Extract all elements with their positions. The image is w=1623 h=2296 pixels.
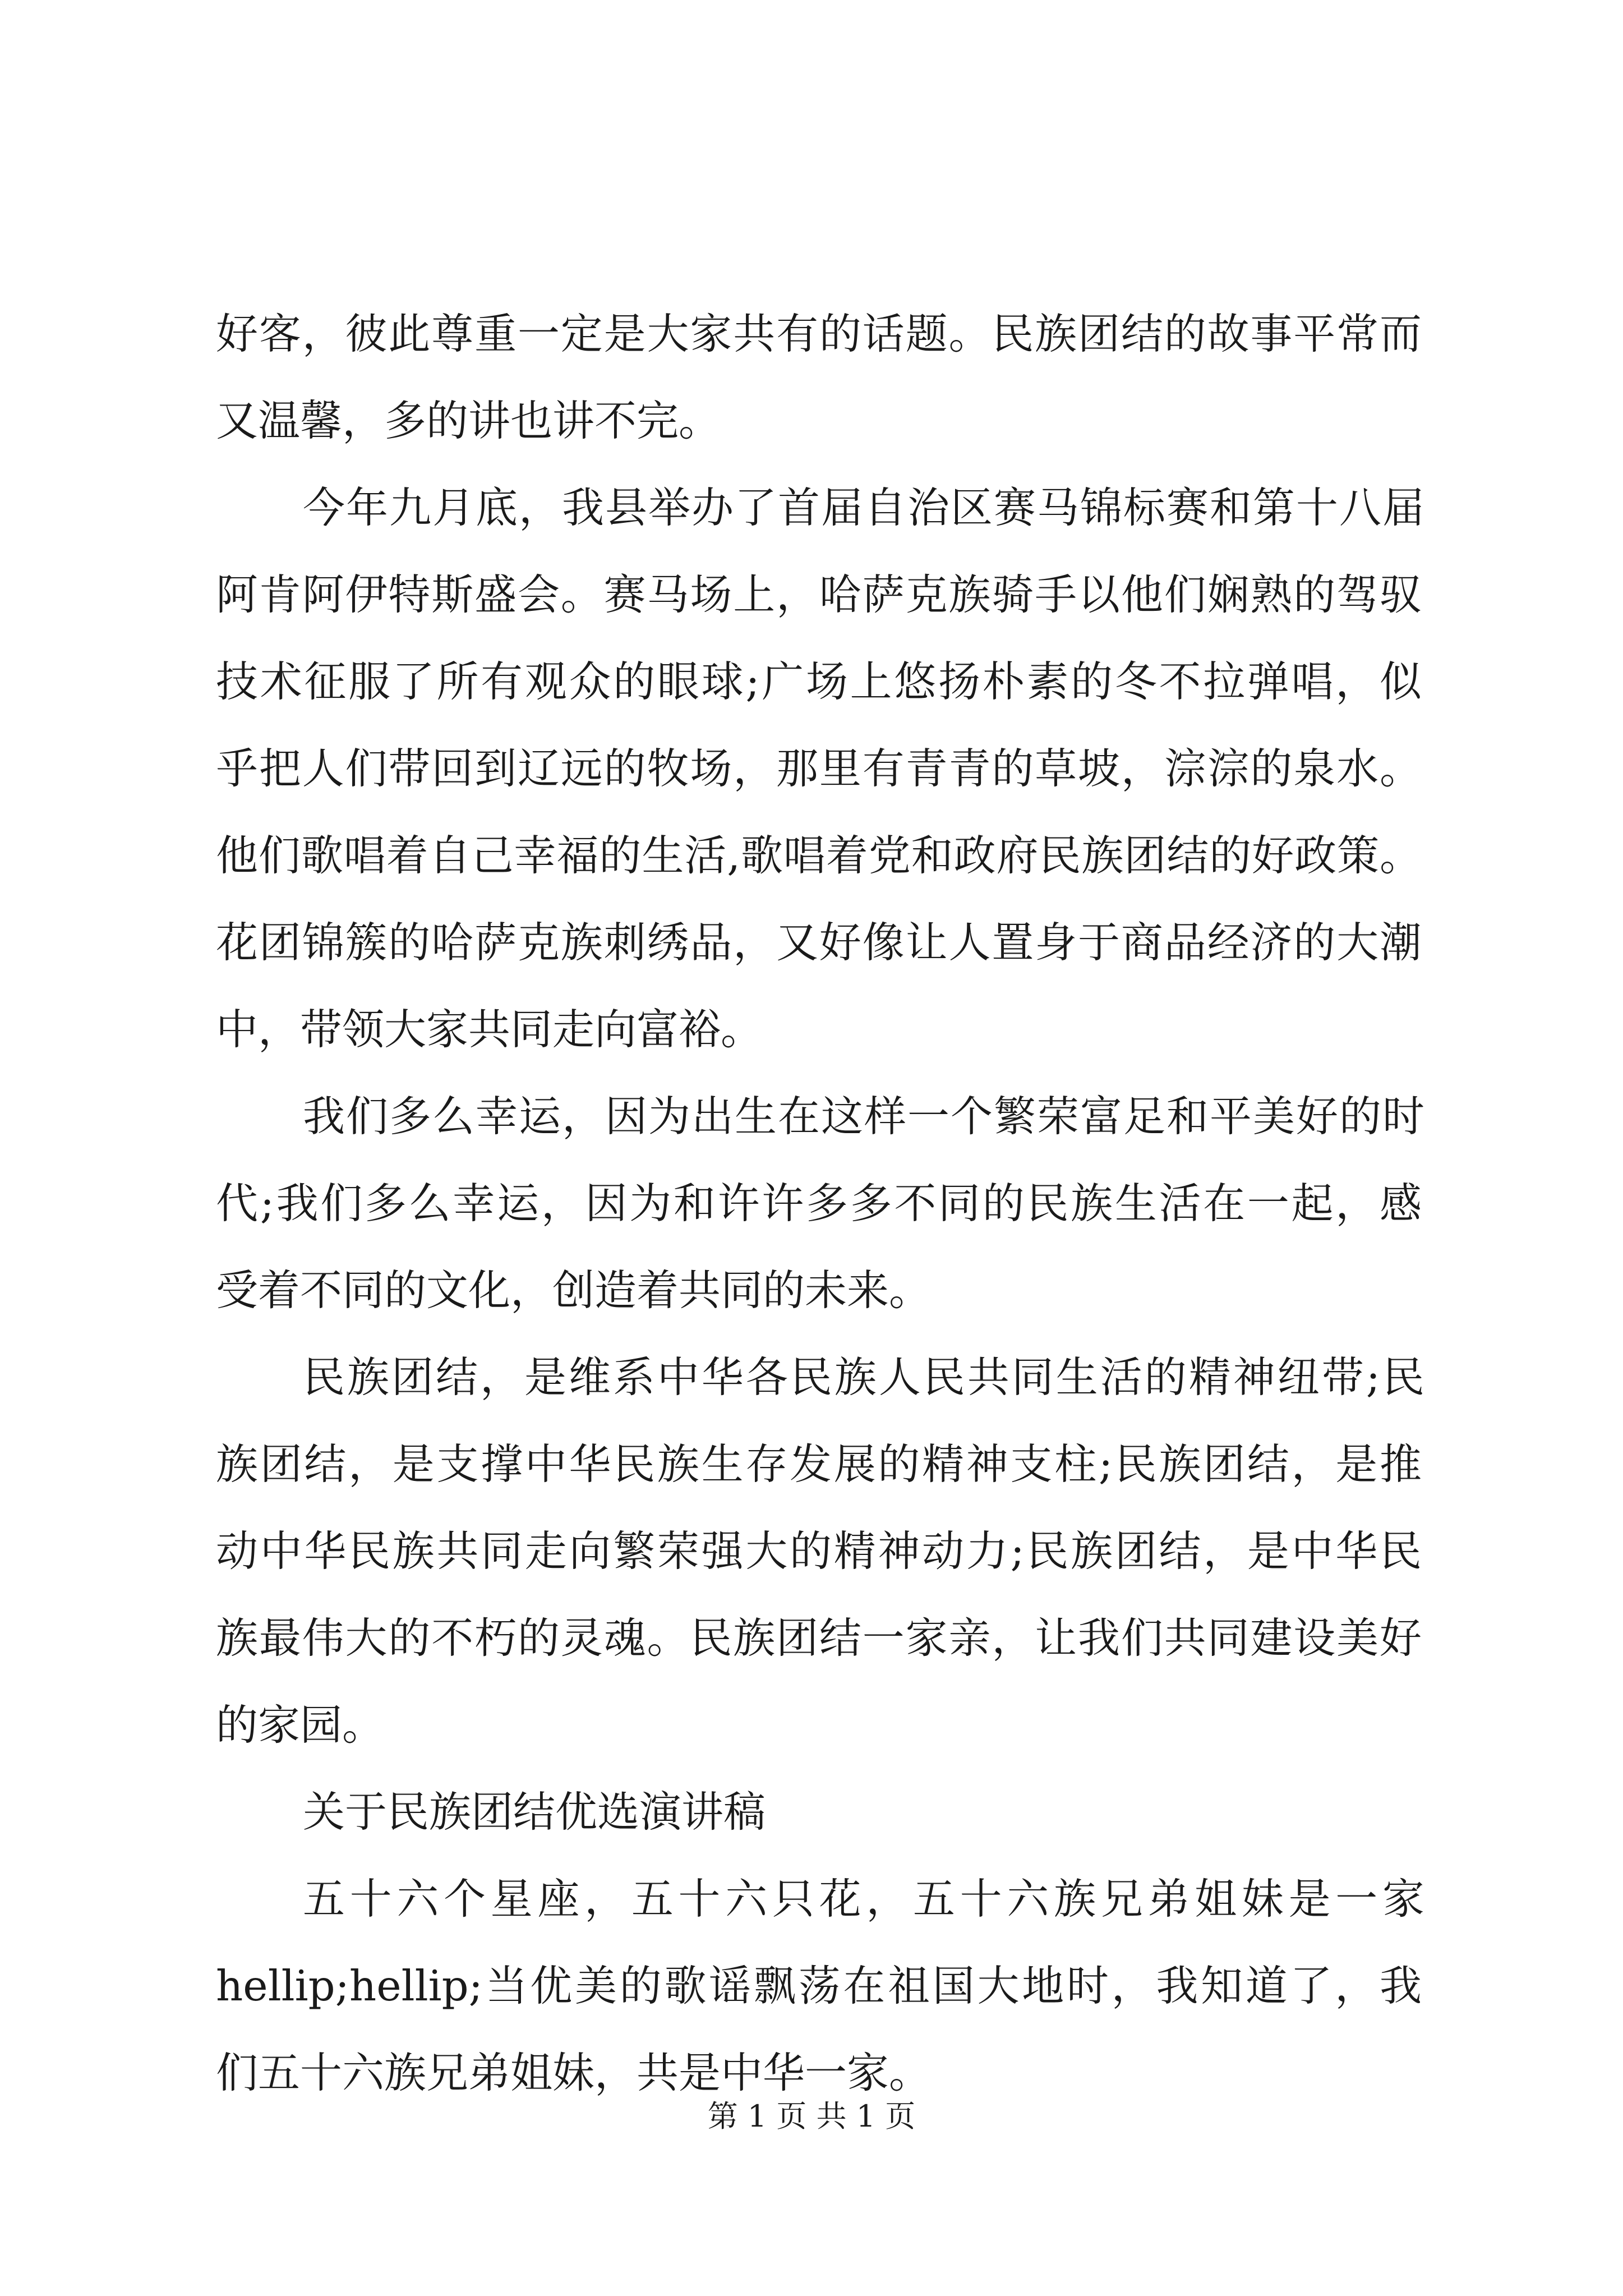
paragraph-line: 民族团结，是维系中华各民族人民共同生活的精神纽带;民 bbox=[303, 1352, 1424, 1402]
paragraph-line: 技术征服了所有观众的眼球;广场上悠扬朴素的冬不拉弹唱，似 bbox=[216, 657, 1422, 706]
paragraph-line: 族最伟大的不朽的灵魂。民族团结一家亲，让我们共同建设美好 bbox=[216, 1613, 1422, 1663]
paragraph-line: 阿肯阿伊特斯盛会。赛马场上，哈萨克族骑手以他们娴熟的驾驭 bbox=[216, 570, 1422, 619]
paragraph-line: 我们多么幸运，因为出生在这样一个繁荣富足和平美好的时 bbox=[303, 1092, 1424, 1141]
page-footer: 第 1 页 共 1 页 bbox=[707, 2099, 916, 2134]
paragraph-line: 他们歌唱着自己幸福的生活,歌唱着党和政府民族团结的好政策。 bbox=[216, 831, 1422, 880]
paragraph-line: 族团结，是支撑中华民族生存发展的精神支柱;民族团结，是推 bbox=[216, 1439, 1422, 1489]
paragraph-line: 又温馨，多的讲也讲不完。 bbox=[216, 396, 721, 445]
paragraph-line: 花团锦簇的哈萨克族刺绣品，又好像让人置身于商品经济的大潮 bbox=[216, 918, 1422, 967]
paragraph-line: 动中华民族共同走向繁荣强大的精神动力;民族团结，是中华民 bbox=[216, 1526, 1422, 1576]
paragraph-line: 五十六个星座，五十六只花，五十六族兄弟姐妹是一家 bbox=[303, 1874, 1424, 1924]
section-heading: 关于民族团结优选演讲稿 bbox=[303, 1787, 766, 1837]
paragraph-line: 的家园。 bbox=[216, 1700, 385, 1750]
paragraph-line: hellip;hellip;当优美的歌谣飘荡在祖国大地时，我知道了，我 bbox=[216, 1961, 1422, 2010]
paragraph-line: 今年九月底，我县举办了首届自治区赛马锦标赛和第十八届 bbox=[303, 483, 1424, 532]
paragraph-line: 乎把人们带回到辽远的牧场，那里有青青的草坡，淙淙的泉水。 bbox=[216, 744, 1422, 793]
paragraph-line: 中，带领大家共同走向富裕。 bbox=[216, 1005, 763, 1054]
paragraph-line: 受着不同的文化，创造着共同的未来。 bbox=[216, 1266, 932, 1315]
paragraph-line: 好客，彼此尊重一定是大家共有的话题。民族团结的故事平常而 bbox=[216, 309, 1422, 358]
paragraph-line: 们五十六族兄弟姐妹，共是中华一家。 bbox=[216, 2048, 932, 2097]
paragraph-line: 代;我们多么幸运，因为和许许多多不同的民族生活在一起，感 bbox=[216, 1179, 1422, 1228]
